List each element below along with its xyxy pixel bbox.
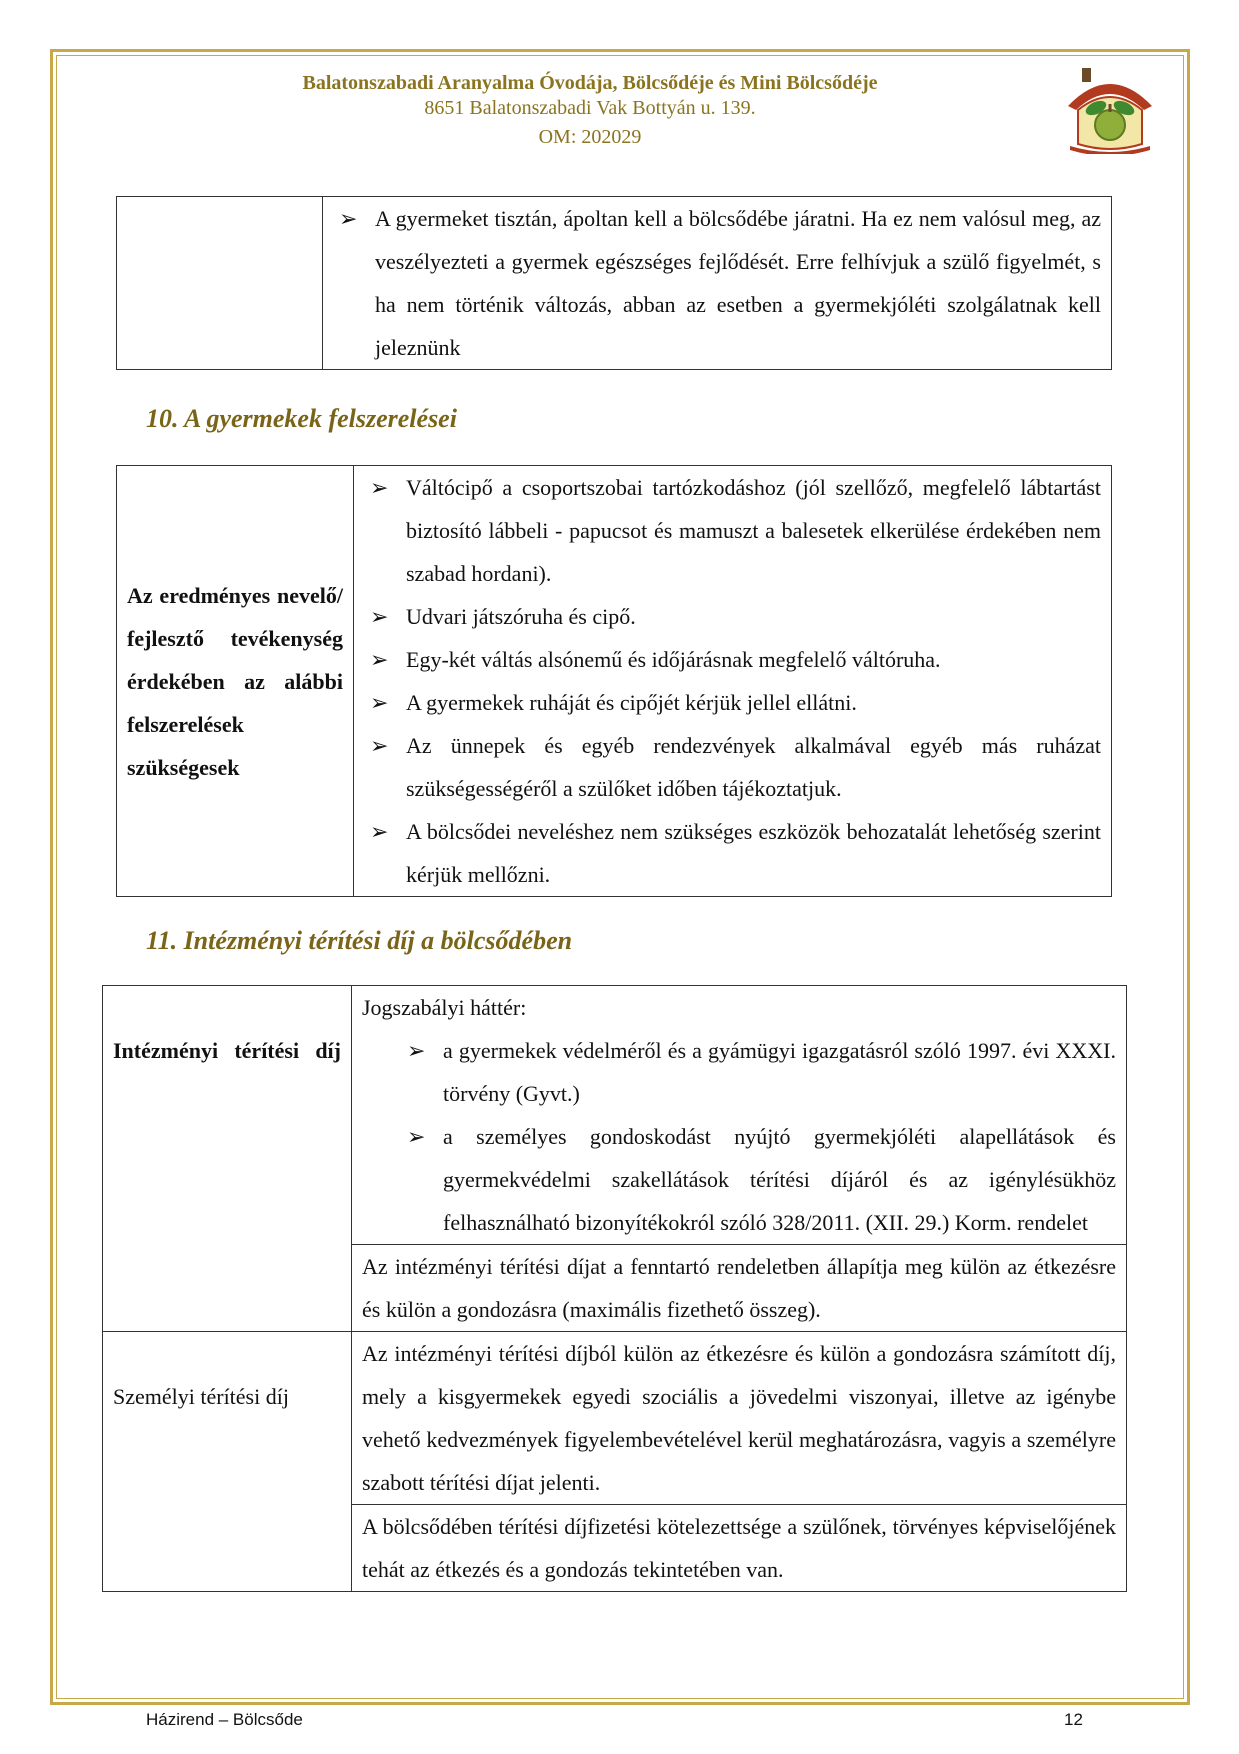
- empty-label-cell: [117, 197, 323, 370]
- institution-om: OM: 202029: [538, 126, 642, 148]
- arrow-bullet-icon: ➢: [370, 819, 389, 844]
- section-11-heading: 11. Intézményi térítési díj a bölcsődében: [146, 926, 573, 955]
- equipment-table: [116, 465, 1112, 897]
- institutional-fee-label: Intézményi térítési díj: [113, 1038, 341, 1063]
- personal-fee-text: Az intézményi térítési díjból külön az étkezésre és külön a gondozásra számított díj, mely a kisgyermekek egyedi szociális a jövedelmi viszonyai, illetve az igénybe vehető kedvezmények figyelembevételével kerül meghatározásra, vagyis a személyre szabott térítési díjat jelenti.: [362, 1341, 1116, 1495]
- payment-obligation-text: A bölcsődében térítési díjfizetési kötelezettsége a szülőnek, törvényes képviselőjének tehát az étkezés és a gondozás tekintetében van.: [362, 1514, 1116, 1582]
- list-item: ➢ Udvari játszóruha és cipő.: [360, 595, 1101, 638]
- list-item: ➢ Egy-két váltás alsónemű és időjárásnak megfelelő váltóruha.: [360, 638, 1101, 681]
- legal-background-intro: Jogszabályi háttér:: [362, 995, 527, 1020]
- fee-table: [102, 985, 1127, 1592]
- section-10-heading: 10. A gyermekek felszerelései: [146, 404, 457, 433]
- list-item: ➢ Váltócipő a csoportszobai tartózkodáshoz (jól szellőző, megfelelő lábtartást biztosító lábbeli - papucsot és mamuszt a balesetek elkerülése érdekében nem szabad hordani).: [360, 466, 1101, 595]
- arrow-bullet-icon: ➢: [407, 1124, 426, 1149]
- hygiene-table: [116, 196, 1112, 370]
- apple-house-logo: [1060, 62, 1160, 154]
- list-item: ➢ A gyermeket tisztán, ápoltan kell a bölcsődébe járatni. Ha ez nem valósul meg, az veszélyezteti a gyermek egészséges fejlődését. Erre felhívjuk a szülő figyelmét, s ha nem történik változás, abban az esetben a gyermekjóléti szolgálatnak kell jeleznünk: [329, 197, 1101, 369]
- list-item: ➢ A bölcsődei neveléshez nem szükséges eszközök behozatalát lehetőség szerint kérjük mellőzni.: [360, 810, 1101, 896]
- list-item: ➢ Az ünnepek és egyéb rendezvények alkalmával egyéb más ruházat szükségességéről a szülőket időben tájékoztatjuk.: [360, 724, 1101, 810]
- institutional-fee-text: Az intézményi térítési díjat a fenntartó rendeletben állapítja meg külön az étkezésre és külön a gondozásra (maximális fizethető összeg).: [362, 1254, 1116, 1322]
- arrow-bullet-icon: ➢: [339, 206, 358, 231]
- arrow-bullet-icon: ➢: [370, 475, 389, 500]
- arrow-bullet-icon: ➢: [407, 1038, 426, 1063]
- list-item: ➢ a személyes gondoskodást nyújtó gyermekjóléti alapellátások és gyermekvédelmi szakellátások térítési díjáról és az igénylésükhöz felhasználható bizonyítékokról szóló 328/2011. (XII. 29.) Korm. rendelet: [397, 1115, 1116, 1244]
- page-number: 12: [1064, 1710, 1083, 1729]
- institution-name: Balatonszabadi Aranyalma Óvodája, Bölcsődéje és Mini Bölcsődéje: [302, 72, 878, 94]
- institution-address: 8651 Balatonszabadi Vak Bottyán u. 139.: [424, 97, 756, 119]
- arrow-bullet-icon: ➢: [370, 733, 389, 758]
- equipment-label: Az eredményes nevelő/ fejlesztő tevékenység érdekében az alábbi felszerelések szükségesek: [127, 582, 343, 780]
- arrow-bullet-icon: ➢: [370, 647, 389, 672]
- list-item: ➢ A gyermekek ruháját és cipőjét kérjük jellel ellátni.: [360, 681, 1101, 724]
- list-item: ➢ a gyermekek védelméről és a gyámügyi igazgatásról szóló 1997. évi XXXI. törvény (Gyvt.): [397, 1029, 1116, 1115]
- footer-title: Házirend – Bölcsőde: [146, 1710, 303, 1729]
- personal-fee-label: Személyi térítési díj: [113, 1384, 289, 1409]
- arrow-bullet-icon: ➢: [370, 604, 389, 629]
- arrow-bullet-icon: ➢: [370, 690, 389, 715]
